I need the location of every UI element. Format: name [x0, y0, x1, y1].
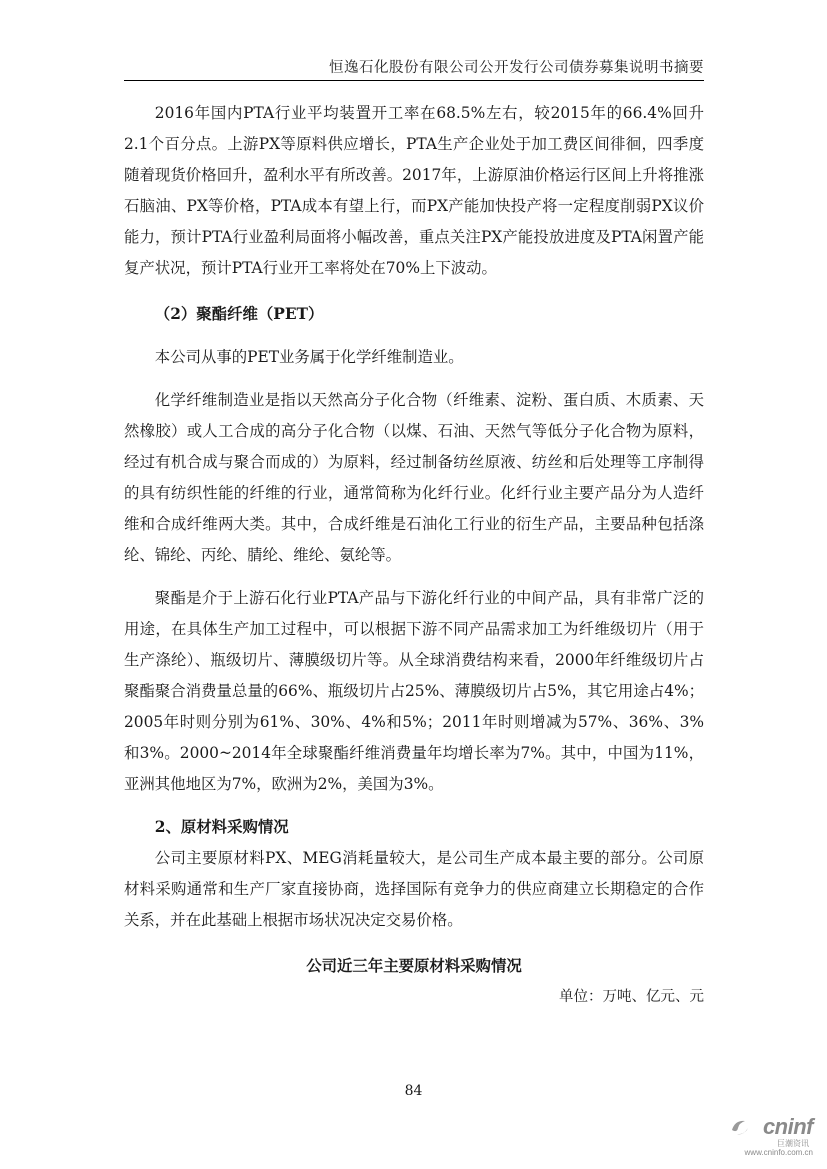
watermark-logo-text: cninf: [762, 1114, 813, 1139]
section-heading-pet: （2）聚酯纤维（PET）: [154, 305, 324, 323]
table-caption: 公司近三年主要原材料采购情况: [306, 957, 522, 975]
header-divider: [124, 80, 704, 81]
paragraph-pet-business: 本公司从事的PET业务属于化学纤维制造业。: [154, 348, 464, 366]
paragraph-polyester: 聚酯是介于上游石化行业PTA产品与下游化纤行业的中间产品，具有非常广泛的用途，在具体生产加工过程中，可以根据下游不同产品需求加工为纤维级切片（用于生产涤纶）、瓶级切片、薄膜级切片等。从全球消费结构来看，2000年纤维级切片占聚酯聚合消费量总量的66%、瓶级切片占25%、薄膜级切片占5%，其它用途占4%；2005年时则分别为61%、30%、4%和5%；2011年时则增减为57%、36%、3%和3%。2000~2014年全球聚酯纤维消费量年均增长率为7%。其中，中国为11%，亚洲其他地区为7%，欧洲为2%，美国为3%。: [124, 589, 704, 793]
paragraph-chemical-fiber: 化学纤维制造业是指以天然高分子化合物（纤维素、淀粉、蛋白质、木质素、天然橡胶）或人工合成的高分子化合物（以煤、石油、天然气等低分子化合物为原料，经过有机合成与聚合而成的）为原料，经过制备纺丝原液、纺丝和后处理等工序制得的具有纺织性能的纤维的行业，通常简称为化纤行业。化纤行业主要产品分为人造纤维和合成纤维两大类。其中，合成纤维是石油化工行业的衍生产品，主要品种包括涤纶、锦纶、丙纶、腈纶、维纶、氨纶等。: [124, 391, 704, 564]
section-heading-raw-material: 2、原材料采购情况: [154, 818, 289, 836]
page-header: 恒逸石化股份有限公司公开发行公司债券募集说明书摘要: [329, 60, 704, 76]
paragraph-procurement: 公司主要原材料PX、MEG消耗量较大，是公司生产成本最主要的部分。公司原材料采购通常和生产厂家直接协商，选择国际有竞争力的供应商建立长期稳定的合作关系，并在此基础上根据市场状况决定交易价格。: [124, 849, 704, 929]
document-body: [124, 98, 704, 1013]
unit-note: 单位：万吨、亿元、元: [559, 989, 704, 1005]
paragraph-pta-outlook: 2016年国内PTA行业平均装置开工率在68.5%左右，较2015年的66.4%回升2.1个百分点。上游PX等原料供应增长，PTA生产企业处于加工费区间徘徊，四季度随着现货价格回升，盈利水平有所改善。2017年，上游原油价格运行区间上升将推涨石脑油、PX等价格，PTA成本有望上行，而PX产能加快投产将一定程度削弱PX议价能力，预计PTA行业盈利局面将小幅改善，重点关注PX产能投放进度及PTA闲置产能复产状况，预计PTA行业开工率将处在70%上下波动。: [124, 104, 704, 277]
watermark-url: www.cninfo.com.cn: [744, 1148, 813, 1157]
cninfo-watermark: [713, 1114, 813, 1162]
page-number: 84: [404, 1083, 423, 1099]
cninfo-logo-icon: [729, 1116, 751, 1138]
watermark-subtitle: 巨潮资讯: [777, 1139, 809, 1148]
